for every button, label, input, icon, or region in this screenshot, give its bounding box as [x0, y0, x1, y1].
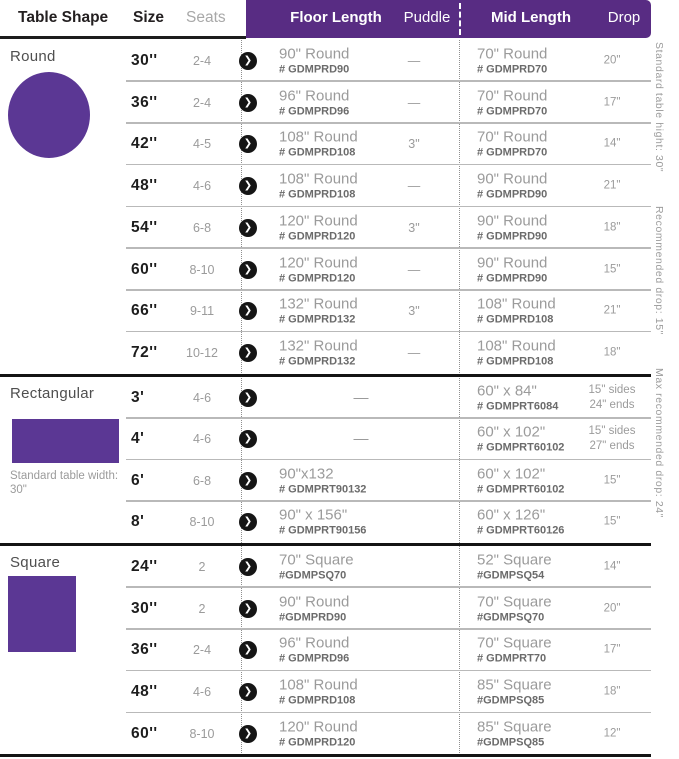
column-header-size: Size: [133, 9, 165, 26]
floor-length-cell: [279, 465, 391, 496]
mid-part-number: # GDMPRT6084: [477, 400, 559, 413]
mid-length-value: 60" x 126": [477, 506, 546, 524]
floor-part-number: # GDMPRD132: [279, 355, 356, 368]
table-row: [0, 207, 651, 249]
table-row: [0, 546, 651, 588]
mid-part-number: # GDMPRD70: [477, 105, 548, 118]
size-value: 30'': [131, 599, 158, 617]
floor-length-value: 96" Round: [279, 87, 350, 105]
mid-part-number: # GDMPRD90: [477, 230, 548, 243]
seats-value: 4-6: [192, 685, 212, 700]
seats-value: 2: [198, 559, 206, 574]
table-row: [0, 249, 651, 291]
mid-length-value: 60" x 84": [477, 382, 537, 400]
puddle-value: —: [407, 95, 421, 110]
mid-length-cell: [477, 424, 592, 455]
arrow-icon: ❯: [239, 302, 257, 320]
puddle-value: —: [407, 346, 421, 361]
table-row: [0, 82, 651, 124]
floor-length-cell: [279, 551, 391, 582]
size-value: 8': [131, 513, 145, 531]
drop-cell: [576, 515, 648, 530]
arrow-icon: ❯: [239, 52, 257, 70]
arrow-icon: ❯: [239, 389, 257, 407]
floor-part-number: # GDMPRD120: [279, 272, 356, 285]
drop-value: 15" sides: [588, 383, 636, 396]
table-row: [0, 671, 651, 713]
seats-value: 4-6: [192, 432, 212, 447]
table-row: [0, 460, 651, 502]
drop-value: 18": [603, 685, 621, 698]
size-value: 66'': [131, 302, 158, 320]
drop-cell: [576, 220, 648, 235]
floor-part-number: # GDMPRT90156: [279, 524, 367, 537]
floor-length-cell: [279, 171, 391, 202]
size-value: 3': [131, 388, 145, 406]
bottom-border: [0, 754, 651, 757]
floor-length-cell: [279, 87, 391, 118]
seats-value: 4-6: [192, 390, 212, 405]
floor-part-number: # GDMPRD96: [279, 652, 350, 665]
drop-value-2: 27" ends: [589, 440, 635, 453]
floor-length-value: 90" Round: [279, 45, 350, 63]
seats-value: 6-8: [192, 220, 212, 235]
size-value: 36'': [131, 641, 158, 659]
no-floor-dash: —: [353, 389, 369, 407]
mid-part-number: #GDMPSQ85: [477, 694, 545, 707]
drop-cell: [576, 473, 648, 488]
column-header-puddle: Puddle: [403, 9, 451, 26]
floor-part-number: # GDMPRD120: [279, 736, 356, 749]
size-value: 6': [131, 471, 145, 489]
mid-length-value: 70" Square: [477, 593, 552, 611]
puddle-value: —: [407, 262, 421, 277]
mid-length-value: 70" Square: [477, 634, 552, 652]
table-row: [0, 502, 651, 544]
floor-part-number: # GDMPRD96: [279, 105, 350, 118]
mid-part-number: # GDMPRD70: [477, 63, 548, 76]
table-row: [0, 419, 651, 461]
floor-length-cell: [279, 635, 391, 666]
mid-part-number: #GDMPSQ54: [477, 569, 545, 582]
puddle-value: —: [407, 179, 421, 194]
side-notes: [653, 42, 665, 742]
drop-cell: [576, 95, 648, 110]
mid-length-cell: [477, 719, 592, 750]
drop-cell: [576, 304, 648, 319]
side-note-recommended-drop: Recommended drop: 15": [653, 205, 665, 335]
section-label-round: Round: [10, 48, 56, 65]
mid-length-value: 70" Round: [477, 87, 548, 105]
column-header-drop: Drop: [607, 9, 641, 26]
floor-part-number: # GDMPRD120: [279, 230, 356, 243]
mid-length-cell: [477, 212, 592, 243]
floor-length-value: 120" Round: [279, 212, 358, 230]
drop-value: 15": [603, 474, 621, 487]
drop-cell: [576, 601, 648, 616]
mid-length-value: 90" Round: [477, 170, 548, 188]
mid-length-cell: [477, 635, 592, 666]
arrow-icon: ❯: [239, 430, 257, 448]
size-value: 4': [131, 430, 145, 448]
mid-length-cell: [477, 171, 592, 202]
size-value: 60'': [131, 725, 158, 743]
drop-value: 21": [603, 304, 621, 317]
mid-length-cell: [477, 677, 592, 708]
side-note-max-drop: Max recommended drop: 24": [653, 368, 665, 519]
drop-value: 18": [603, 221, 621, 234]
floor-part-number: # GDMPRD108: [279, 146, 356, 159]
section-round: [0, 40, 651, 374]
arrow-icon: ❯: [239, 94, 257, 112]
mid-length-value: 52" Square: [477, 551, 552, 569]
table-row: [0, 332, 651, 374]
arrow-icon: ❯: [239, 641, 257, 659]
drop-cell: [576, 137, 648, 152]
drop-value: 17": [603, 96, 621, 109]
arrow-icon: ❯: [239, 219, 257, 237]
seats-value: 4-6: [192, 179, 212, 194]
floor-length-cell: [279, 212, 391, 243]
column-header-seats: Seats: [186, 9, 226, 26]
floor-part-number: # GDMPRD132: [279, 313, 356, 326]
table-row: [0, 291, 651, 333]
drop-value: 21": [603, 179, 621, 192]
size-value: 30'': [131, 51, 158, 69]
mid-length-cell: [477, 296, 592, 327]
column-header-table-shape: Table Shape: [18, 9, 109, 26]
drop-value: 17": [603, 643, 621, 656]
floor-length-cell: [279, 254, 391, 285]
floor-length-value: 90" Round: [279, 593, 350, 611]
seats-value: 2: [198, 601, 206, 616]
size-value: 60'': [131, 260, 158, 278]
mid-length-cell: [477, 551, 592, 582]
drop-cell: [576, 383, 648, 413]
drop-cell: [576, 643, 648, 658]
floor-length-value: 90"x132: [279, 465, 334, 483]
floor-part-number: # GDMPRT90132: [279, 483, 367, 496]
drop-value: 20": [603, 54, 621, 67]
floor-length-cell: [279, 507, 391, 538]
drop-value: 18": [603, 346, 621, 359]
table-row: [0, 713, 651, 755]
floor-length-value: 70" Square: [279, 551, 354, 569]
floor-length-value: 90" x 156": [279, 506, 348, 524]
mid-length-cell: [477, 465, 592, 496]
arrow-icon: ❯: [239, 513, 257, 531]
side-note-standard-height: Standard table hight: 30": [653, 42, 665, 173]
mid-part-number: #GDMPSQ85: [477, 736, 545, 749]
size-value: 72'': [131, 344, 158, 362]
mid-length-value: 60" x 102": [477, 465, 546, 483]
table-row: [0, 124, 651, 166]
table-row: [0, 630, 651, 672]
size-value: 42'': [131, 135, 158, 153]
arrow-icon: ❯: [239, 177, 257, 195]
no-floor-dash: —: [353, 430, 369, 448]
mid-part-number: # GDMPRT60126: [477, 524, 565, 537]
floor-length-cell: [279, 338, 391, 369]
mid-length-cell: [477, 87, 592, 118]
mid-part-number: # GDMPRD90: [477, 272, 548, 285]
floor-length-value: 96" Round: [279, 634, 350, 652]
arrow-icon: ❯: [239, 472, 257, 490]
drop-cell: [576, 685, 648, 700]
mid-length-value: 85" Square: [477, 718, 552, 736]
floor-length-value: 108" Round: [279, 128, 358, 146]
drop-value: 15": [603, 263, 621, 276]
table-row: [0, 588, 651, 630]
mid-length-value: 90" Round: [477, 254, 548, 272]
header-underline: [0, 36, 246, 39]
drop-cell: [576, 262, 648, 277]
table-row: [0, 40, 651, 82]
mid-length-cell: [477, 507, 592, 538]
drop-value-2: 24" ends: [589, 398, 635, 411]
size-value: 48'': [131, 177, 158, 195]
section-rectangular: [0, 377, 651, 543]
floor-part-number: # GDMPRD90: [279, 63, 350, 76]
seats-value: 8-10: [189, 515, 215, 530]
arrow-icon: ❯: [239, 558, 257, 576]
floor-length-cell: [279, 129, 391, 160]
mid-part-number: # GDMPRD108: [477, 355, 554, 368]
round-rows: [0, 40, 651, 374]
drop-value: 14": [603, 137, 621, 150]
arrow-icon: ❯: [239, 135, 257, 153]
seats-value: 9-11: [189, 304, 215, 319]
mid-part-number: # GDMPRT70: [477, 652, 547, 665]
floor-length-cell: [279, 719, 391, 750]
arrow-icon: ❯: [239, 683, 257, 701]
size-value: 36'': [131, 93, 158, 111]
square-rows: [0, 546, 651, 755]
floor-length-cell: [279, 45, 391, 76]
drop-cell: [576, 727, 648, 742]
puddle-value: 3": [408, 220, 420, 235]
drop-cell: [576, 53, 648, 68]
mid-length-cell: [477, 254, 592, 285]
rectangular-caption: Standard table width: 30": [10, 470, 119, 496]
column-header-mid-length: Mid Length: [491, 9, 571, 26]
seats-value: 2-4: [192, 53, 212, 68]
mid-length-value: 85" Square: [477, 676, 552, 694]
seats-value: 10-12: [186, 346, 218, 361]
drop-cell: [576, 559, 648, 574]
arrow-icon: ❯: [239, 600, 257, 618]
mid-part-number: # GDMPRD108: [477, 313, 554, 326]
drop-value: 20": [603, 602, 621, 615]
column-header-floor-length: Floor Length: [290, 9, 382, 26]
floor-length-value: 132" Round: [279, 295, 358, 313]
seats-value: 6-8: [192, 473, 212, 488]
puddle-value: —: [407, 53, 421, 68]
mid-length-cell: [477, 45, 592, 76]
mid-part-number: # GDMPRT60102: [477, 441, 565, 454]
floor-length-cell: [279, 296, 391, 327]
floor-part-number: # GDMPRD108: [279, 694, 356, 707]
size-value: 24'': [131, 557, 158, 575]
arrow-icon: ❯: [239, 344, 257, 362]
floor-part-number: # GDMPRD108: [279, 188, 356, 201]
section-square: [0, 546, 651, 755]
mid-length-cell: [477, 338, 592, 369]
mid-part-number: #GDMPSQ70: [477, 611, 545, 624]
mid-length-value: 60" x 102": [477, 423, 546, 441]
table-row: [0, 165, 651, 207]
drop-cell: [576, 179, 648, 194]
floor-length-value: 120" Round: [279, 718, 358, 736]
mid-part-number: # GDMPRD90: [477, 188, 548, 201]
seats-value: 8-10: [189, 727, 215, 742]
drop-cell: [576, 424, 648, 454]
floor-length-value: 108" Round: [279, 676, 358, 694]
seats-value: 2-4: [192, 643, 212, 658]
mid-length-value: 70" Round: [477, 45, 548, 63]
floor-length-value: 120" Round: [279, 254, 358, 272]
floor-part-number: #GDMPSQ70: [279, 569, 347, 582]
floor-length-cell: [279, 593, 391, 624]
floor-length-value: 108" Round: [279, 170, 358, 188]
seats-value: 4-5: [192, 137, 212, 152]
mid-length-value: 70" Round: [477, 128, 548, 146]
drop-value: 15": [603, 515, 621, 528]
mid-length-cell: [477, 129, 592, 160]
size-value: 54'': [131, 218, 158, 236]
table-row: [0, 377, 651, 419]
mid-part-number: # GDMPRD70: [477, 146, 548, 159]
purple-header-band: [246, 0, 651, 38]
mid-length-value: 90" Round: [477, 212, 548, 230]
puddle-value: 3": [408, 137, 420, 152]
mid-part-number: # GDMPRT60102: [477, 483, 565, 496]
mid-length-value: 108" Round: [477, 295, 556, 313]
puddle-value: 3": [408, 304, 420, 319]
size-value: 48'': [131, 683, 158, 701]
seats-value: 2-4: [192, 95, 212, 110]
floor-part-number: #GDMPRD90: [279, 611, 347, 624]
mid-length-value: 108" Round: [477, 337, 556, 355]
drop-value: 12": [603, 727, 621, 740]
arrow-icon: ❯: [239, 261, 257, 279]
floor-length-value: 132" Round: [279, 337, 358, 355]
seats-value: 8-10: [189, 262, 215, 277]
drop-value: 14": [603, 560, 621, 573]
arrow-icon: ❯: [239, 725, 257, 743]
section-label-rectangular: Rectangular: [10, 385, 95, 402]
drop-cell: [576, 346, 648, 361]
rectangular-rows: [0, 377, 651, 543]
drop-value: 15" sides: [588, 425, 636, 438]
mid-length-cell: [477, 382, 592, 413]
floor-length-cell: [279, 677, 391, 708]
section-label-square: Square: [10, 554, 61, 571]
mid-length-cell: [477, 593, 592, 624]
header-dashed-divider: [459, 3, 461, 35]
